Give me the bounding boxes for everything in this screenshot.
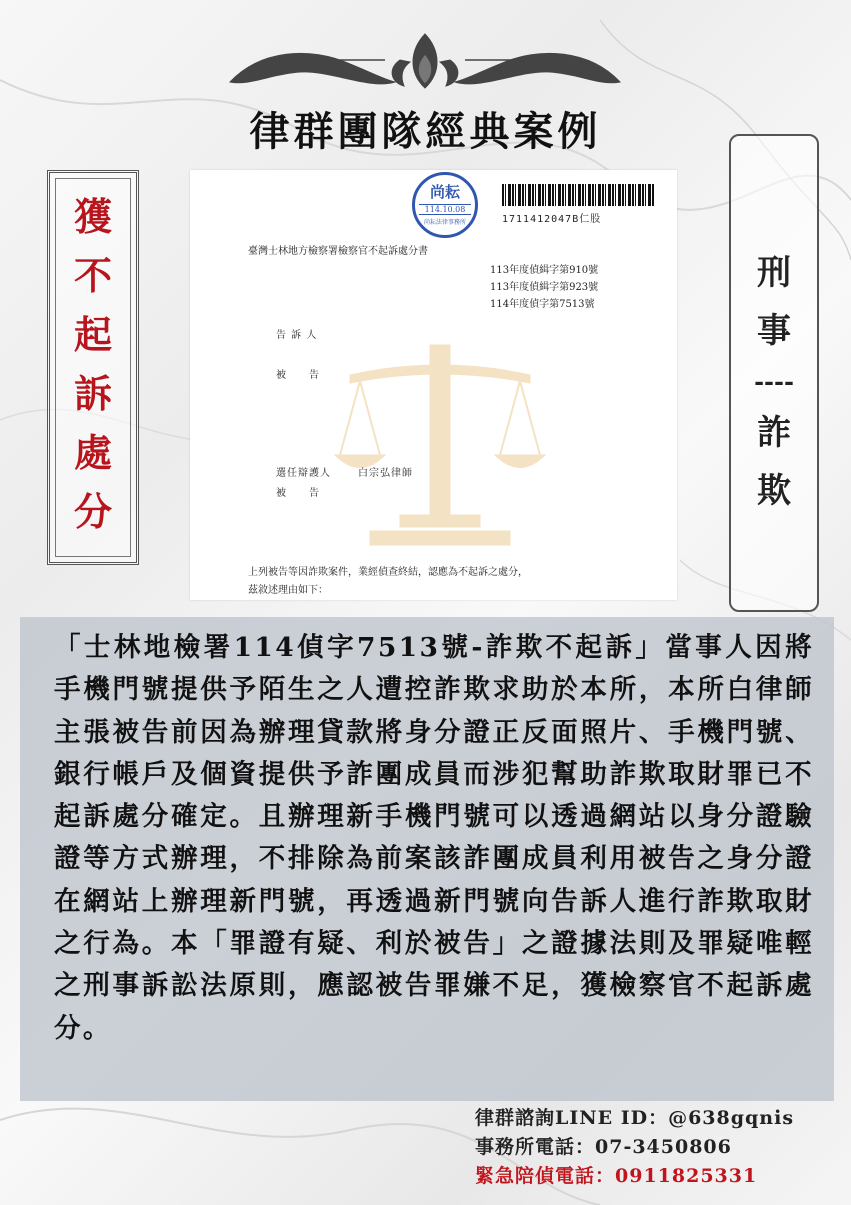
case-number: 114年度偵字第7513號 [490, 299, 595, 310]
office-phone: 事務所電話：07-3450806 [475, 1136, 732, 1158]
barcode-icon [502, 184, 654, 206]
case-number: 113年度偵緝字第910號 [490, 265, 599, 276]
scales-of-justice-icon [330, 335, 550, 555]
decorative-ornament [220, 20, 630, 100]
result-banner [47, 170, 139, 565]
defendant-label: 被 告 [276, 370, 320, 381]
category-banner [729, 134, 819, 612]
document-footer [248, 564, 528, 600]
subcategory-label: 詐欺 [757, 413, 791, 511]
received-stamp [412, 172, 478, 238]
case-summary-text: 「士林地檢署114偵字7513號-詐欺不起訴」當事人因將手機門號提供予陌生之人遭控詐欺求助於本所，本所白律師主張被告前因為辦理貸款將身分證正反面照片、手機門號、銀行帳戶及個資提供予詐團成員而涉犯幫助詐欺取財罪已不起訴處分確定。且辦理新手機門號可以透過網站以身分證驗證等方式辦理，不排除為前案該詐團成員利用被告之身分證在網站上辦理新門號，再透過新門號向告訴人進行詐欺取財之行為。本「罪證有疑、利於被告」之證據法則及罪疑唯輕之刑事訴訟法原則，應認被告罪嫌不足，獲檢察官不起訴處分。 [54, 632, 814, 1044]
category-separator: ---- [754, 367, 794, 396]
barcode-number: 1711412047B仁股 [502, 214, 602, 225]
contact-info [475, 1104, 794, 1191]
document-footer-line: 上列被告等因詐欺案件，業經偵查終結，認應為不起訴之處分， [248, 567, 528, 578]
stamp-top-text: 尚耘 [429, 183, 460, 201]
result-banner-text: 獲不起訴處分 [73, 194, 112, 534]
case-number-list [490, 262, 598, 313]
document-title: 臺灣士林地方檢察署檢察官不起訴處分書 [248, 246, 428, 257]
page-title: 律群團隊經典案例 [249, 108, 602, 155]
stamp-bottom-text: 尚耘法律事務所 [423, 219, 466, 226]
category-label: 刑事 [757, 253, 791, 351]
emergency-phone: 緊急陪偵電話：0911825331 [475, 1165, 758, 1187]
defender-label: 選任辯護人 [276, 468, 331, 479]
complainant-label: 告 訴 人 [276, 330, 318, 341]
line-id-contact: 律群諮詢LINE ID：@638gqnis [475, 1107, 795, 1129]
defendant-label-2: 被 告 [276, 488, 320, 499]
case-number: 113年度偵緝字第923號 [490, 282, 599, 293]
stamp-date: 114.10.08 [419, 204, 471, 215]
case-summary-panel [20, 617, 834, 1101]
document-footer-line: 茲敘述理由如下： [248, 585, 328, 596]
defender-name: 白宗弘律師 [358, 468, 413, 479]
scanned-document [190, 170, 677, 600]
